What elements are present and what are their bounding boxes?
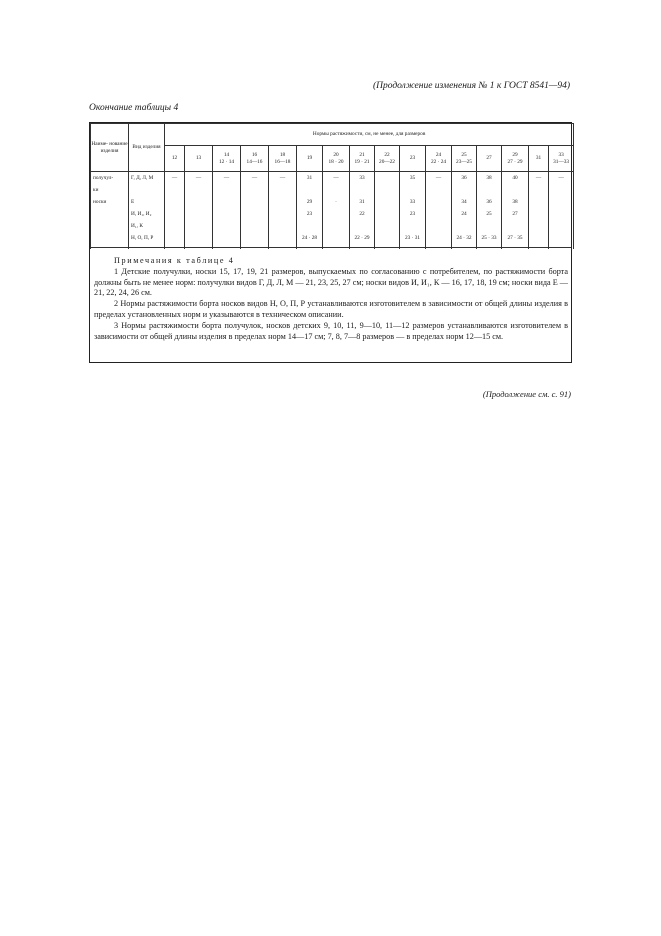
value-column [452,172,477,250]
norm-value [426,196,451,208]
norm-value [241,196,268,208]
kind-line: И, И₁, И₂ [131,211,152,217]
norm-value [400,220,425,232]
size-header [269,146,297,172]
size-header [375,146,400,172]
norm-value [529,232,548,244]
norm-value [213,196,240,208]
size-label: 22 · 24 [430,158,446,165]
norm-value [185,196,212,208]
norm-value [241,208,268,220]
value-column [549,172,574,250]
size-label: 21 [359,152,365,159]
norm-value [375,196,399,208]
norm-value [269,220,296,232]
norm-value [400,184,425,196]
norms-header: Нормы растяжимости, см, не менее, для размеров [165,124,574,146]
norm-value [477,184,501,196]
size-label: 18 [279,152,286,159]
norm-value: — [171,175,178,181]
size-label: 22 [384,152,390,159]
kind-cell [129,172,165,250]
size-header [350,146,375,172]
norm-value [241,184,268,196]
size-header [165,146,185,172]
norm-value [502,220,528,232]
norm-value [297,220,322,232]
norm-value: 36 [461,175,467,181]
size-label: 27 · 29 [507,158,523,165]
size-label: 20—22 [379,158,395,165]
norm-value: 36 [486,199,492,205]
norm-value [426,232,451,244]
norm-value: — [535,175,542,181]
size-label: 18 · 20 [328,158,344,165]
size-label: 19 · 21 [354,158,370,165]
size-label: 33 [558,152,564,159]
size-label: 29 [512,152,518,159]
norm-value [165,232,184,244]
size-label: 19 [306,155,313,162]
norm-value [213,184,240,196]
size-header [452,146,477,172]
norm-value [529,184,548,196]
norm-value: 25 · 33 [481,235,497,241]
norm-value [269,232,296,244]
note-2: 2 Нормы растяжимости борта носков видов Н, О, П, Р устанавливаются изготовителем в зависимости от общей длины изделия в пределах установленных норм и указываются в техническом описании. [94,299,568,319]
kind-line: Г, Д, Л, М [131,175,154,181]
size-label: 16 [251,152,258,159]
size-label: 14 [223,152,230,159]
norm-value [213,208,240,220]
norm-value: 24 [461,211,467,217]
norms-table [90,123,574,249]
size-header [185,146,213,172]
value-column [529,172,549,250]
norm-value [375,232,399,244]
note-1: 1 Детские получулки, носки 15, 17, 19, 21 размеров, выпускаемых по согласованию с потребителем, по растяжимости борта должны быть не менее норм: получулки видов Г, Д, Л, М — 21, 23, 25, 27 см; носки видов И, И₁, К — 16, 17, 18, 19 см; носки вида Е — 21, 22, 24, 26 см. [94,266,568,298]
norm-value [269,196,296,208]
continuation-footer: (Продолжение см. с. 91) [482,389,571,399]
size-label: 24 [435,152,442,159]
size-label: 12 · 14 [218,158,234,165]
value-column [241,172,269,250]
size-label: 31—33 [553,158,570,165]
value-column [185,172,213,250]
value-column [400,172,426,250]
norm-value [375,220,399,232]
norm-value: 24 · 32 [456,235,472,241]
notes-title: Примечания к таблице 4 [114,256,235,265]
product-line: ки [93,187,99,193]
norm-value [297,184,322,196]
norm-value: 27 · 35 [507,235,523,241]
norm-value: 40 [512,175,518,181]
value-column [269,172,297,250]
norm-value: — [435,175,442,181]
norm-value: 34 [461,199,467,205]
value-column [165,172,185,250]
size-header [477,146,502,172]
norm-value [549,184,573,196]
size-header [549,146,574,172]
product-line: носки [93,199,107,205]
kind-line: И₁, К [131,223,143,229]
norm-value [269,208,296,220]
norm-value: — [223,175,230,181]
value-column [213,172,241,250]
norm-value: 31 [359,199,365,205]
norm-value [213,232,240,244]
col-name-header: Наиме- нование изделия [91,124,129,172]
norm-value [165,184,184,196]
product-line: получул- [93,175,114,181]
norm-value [185,208,212,220]
norm-value [426,208,451,220]
value-column [297,172,323,250]
norm-value [213,220,240,232]
table-frame [89,122,572,363]
norm-value: 23 [409,211,416,217]
norm-value [185,232,212,244]
norm-value [323,184,349,196]
norm-value [165,196,184,208]
norm-value: 22 [359,211,365,217]
table-caption: Окончание таблицы 4 [89,103,179,113]
value-column [502,172,529,250]
norm-value [375,184,399,196]
norm-value [549,196,573,208]
norm-value: 38 [486,175,492,181]
norm-value [241,232,268,244]
norm-value: 24 · 28 [301,235,317,241]
norm-value: 35 [409,175,416,181]
kind-line [131,184,164,196]
norm-value [452,184,476,196]
norm-value: — [279,175,286,181]
norm-value: · [335,199,337,205]
value-column [323,172,350,250]
size-header [323,146,350,172]
norm-value [529,220,548,232]
norm-value: 33 [359,175,365,181]
norm-value [323,208,349,220]
norm-value: — [251,175,258,181]
size-header [502,146,529,172]
kind-line: Е [131,199,135,205]
norm-value [165,208,184,220]
size-header [400,146,426,172]
norm-value: 22 · 29 [354,235,370,241]
norm-value [426,220,451,232]
product-cell [91,172,129,250]
size-label: 14—16 [246,158,263,165]
norm-value [502,184,528,196]
norm-value [375,172,399,184]
norm-value [375,208,399,220]
norm-value [323,220,349,232]
norm-value: 23 [306,211,313,217]
norm-value [241,220,268,232]
size-label: 23—25 [456,158,472,165]
norm-value [529,208,548,220]
norm-value: — [558,175,564,181]
value-column [350,172,375,250]
norm-value: — [195,175,202,181]
norm-value: 33 [409,199,416,205]
norm-value [529,196,548,208]
norm-value: 38 [512,199,518,205]
norm-value [549,232,573,244]
norm-value [477,220,501,232]
note-3: 3 Нормы растяжимости борта получулок, носков детских 9, 10, 11, 9—10, 11—12 размеров устанавливаются изготовителем в зависимости от общей длины изделия в пределах норм 14—17 см; 7, 8, 7—8 размеров — в пределах норм 12—15 см. [94,320,568,341]
continuation-header: (Продолжение изменения № 1 к ГОСТ 8541—94) [372,81,570,91]
size-label: 25 [461,152,467,159]
norm-value: 29 [306,199,313,205]
value-column [477,172,502,250]
size-label: 13 [195,155,202,162]
norm-value [549,208,573,220]
norm-value: — [333,175,339,181]
size-header [297,146,323,172]
norm-value: 23 · 31 [404,235,420,241]
norm-value [452,220,476,232]
value-column [375,172,400,250]
norm-value: 27 [512,211,518,217]
size-label: 31 [535,155,542,162]
value-column [426,172,452,250]
norm-value [350,184,374,196]
size-label: 20 [333,152,339,159]
size-header [213,146,241,172]
norm-value: 25 [486,211,492,217]
norm-value [323,232,349,244]
notes-block [90,247,571,342]
norm-value [549,220,573,232]
kind-line: Н, О, П, Р [131,235,154,241]
norm-value [185,184,212,196]
norm-value [426,184,451,196]
col-kind-header: Вид изделия [129,124,165,172]
size-label: 27 [486,155,492,162]
size-header [529,146,549,172]
size-label: 16—18 [274,158,291,165]
size-label: 12 [171,155,178,162]
size-header [241,146,269,172]
norm-value [185,220,212,232]
size-label: 23 [409,155,416,162]
norm-value [165,220,184,232]
size-header [426,146,452,172]
norm-value [269,184,296,196]
norm-value: 31 [306,175,313,181]
norm-value [350,220,374,232]
